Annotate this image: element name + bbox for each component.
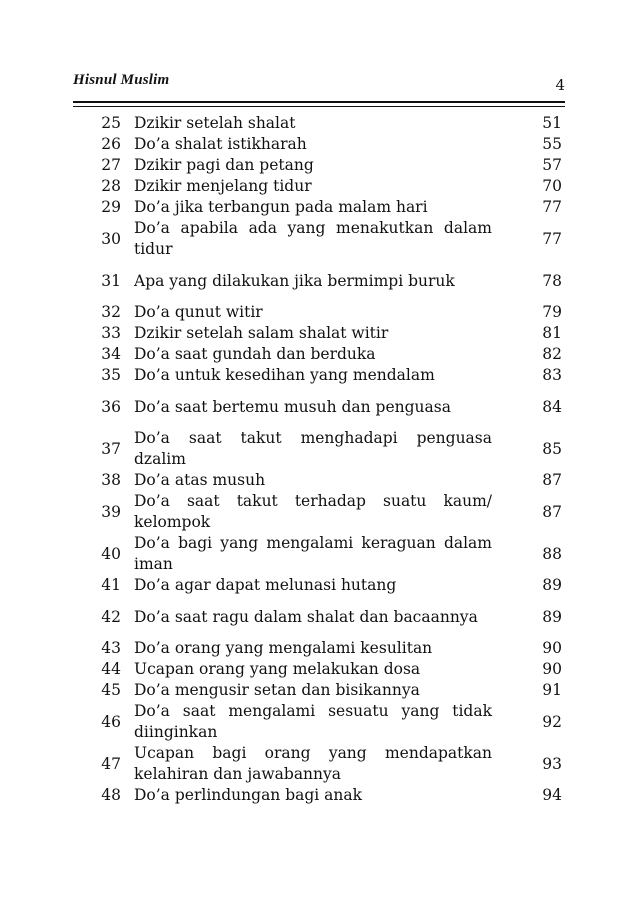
toc-row [73,197,565,218]
toc-row [73,470,565,491]
toc-entry-number: 39 [101,502,121,521]
toc-entry-title: Do’a jika terbangun pada malam hari [134,198,428,216]
toc-entry-page: 70 [542,177,562,195]
toc-row [73,302,565,323]
toc-entry-title: Do’a untuk kesedihan yang mendalam [134,366,435,384]
toc-entry-title: Do’a mengusir setan dan bisikannya [134,681,420,699]
toc-row [73,785,565,806]
toc-row [73,155,565,176]
toc-entry-page: 78 [542,271,562,290]
toc-entry-title: Do’a orang yang mengalami kesulitan [134,639,433,657]
toc-entry-number: 25 [101,114,121,132]
toc-entry-page: 83 [542,366,562,384]
toc-row [73,134,565,155]
toc-entry-number: 27 [101,156,121,174]
toc-entry-title: Do’a saat bertemu musuh dan penguasa [134,397,451,416]
toc-entry-title: Do’a perlindungan bagi anak [134,786,363,804]
toc-entry-title: Do’a saat mengalami sesuatu yang tidak diinginkan [134,702,492,741]
toc-row [73,386,565,428]
toc-entry-number: 40 [101,544,121,563]
toc-entry-title: Dzikir setelah salam shalat witir [134,324,389,342]
toc-entry-page: 89 [542,576,562,594]
toc-entry-page: 90 [542,639,562,657]
toc-entry-number: 43 [101,639,121,657]
header-rule-thin [73,106,565,107]
toc-row [73,113,565,134]
toc-entry-title: Do’a saat ragu dalam shalat dan bacaannya [134,607,478,626]
toc-entry-page: 77 [542,198,562,216]
toc-entry-title: Dzikir pagi dan petang [134,156,314,174]
toc-entry-page: 51 [542,114,562,132]
toc-row [73,218,565,260]
page-header [73,68,565,102]
toc-entry-page: 94 [542,786,562,804]
toc-row [73,659,565,680]
toc-entry-page: 93 [542,754,562,773]
toc-entry-page: 91 [542,681,562,699]
toc-entry-number: 38 [101,471,121,489]
toc-entry-number: 32 [101,303,121,321]
toc-entry-title: Do’a saat takut menghadapi penguasa dzalim [134,429,492,468]
toc-entry-number: 35 [101,366,121,384]
toc-row [73,743,565,785]
toc-entry-number: 42 [101,607,121,626]
toc-row [73,176,565,197]
toc-entry-title: Ucapan bagi orang yang mendapatkan kelahiran dan jawabannya [134,744,492,783]
toc-entry-page: 87 [542,471,562,489]
toc-entry-title: Do’a qunut witir [134,303,263,321]
toc-entry-page: 92 [542,712,562,731]
toc-entry-number: 28 [101,177,121,195]
toc-entry-page: 85 [542,439,562,458]
toc-entry-number: 26 [101,135,121,153]
toc-entry-number: 44 [101,660,121,678]
toc-entry-page: 81 [542,324,562,342]
toc-row [73,323,565,344]
toc-entry-number: 41 [101,576,121,594]
toc-entry-title: Dzikir setelah shalat [134,114,296,132]
toc-entry-page: 79 [542,303,562,321]
toc-entry-number: 37 [101,439,121,458]
toc-entry-number: 47 [101,754,121,773]
toc-row [73,638,565,659]
header-rule-thick [73,101,565,103]
toc-row [73,491,565,533]
toc-entry-page: 82 [542,345,562,363]
table-of-contents [73,113,565,806]
toc-entry-number: 48 [101,786,121,804]
toc-entry-title: Apa yang dilakukan jika bermimpi buruk [134,271,455,290]
toc-entry-title: Dzikir menjelang tidur [134,177,312,195]
toc-entry-page: 87 [542,502,562,521]
toc-entry-number: 30 [101,229,121,248]
toc-row [73,344,565,365]
toc-entry-number: 34 [101,345,121,363]
toc-entry-number: 33 [101,324,121,342]
toc-entry-title: Do’a bagi yang mengalami keraguan dalam iman [134,534,492,573]
toc-entry-title: Do’a shalat istikharah [134,135,307,153]
toc-entry-page: 77 [542,229,562,248]
toc-entry-title: Ucapan orang yang melakukan dosa [134,660,421,678]
toc-entry-page: 84 [542,397,562,416]
toc-row [73,533,565,575]
toc-entry-title: Do’a atas musuh [134,471,266,489]
toc-entry-page: 57 [542,156,562,174]
toc-row [73,701,565,743]
toc-row [73,428,565,470]
toc-entry-page: 89 [542,607,562,626]
page-number: 4 [555,76,565,94]
toc-entry-page: 90 [542,660,562,678]
toc-entry-page: 55 [542,135,562,153]
toc-entry-number: 46 [101,712,121,731]
toc-entry-title: Do’a apabila ada yang menakutkan dalam tidur [134,219,492,258]
book-title: Hisnul Muslim [73,72,170,88]
toc-entry-title: Do’a agar dapat melunasi hutang [134,576,397,594]
toc-entry-number: 36 [101,397,121,416]
toc-entry-number: 29 [101,198,121,216]
toc-row [73,260,565,302]
toc-entry-page: 88 [542,544,562,563]
toc-entry-title: Do’a saat takut terhadap suatu kaum/ kelompok [134,492,492,531]
toc-row [73,680,565,701]
toc-entry-title: Do’a saat gundah dan berduka [134,345,376,363]
toc-row [73,596,565,638]
toc-entry-number: 45 [101,681,121,699]
toc-row [73,575,565,596]
toc-entry-number: 31 [101,271,121,290]
toc-row [73,365,565,386]
